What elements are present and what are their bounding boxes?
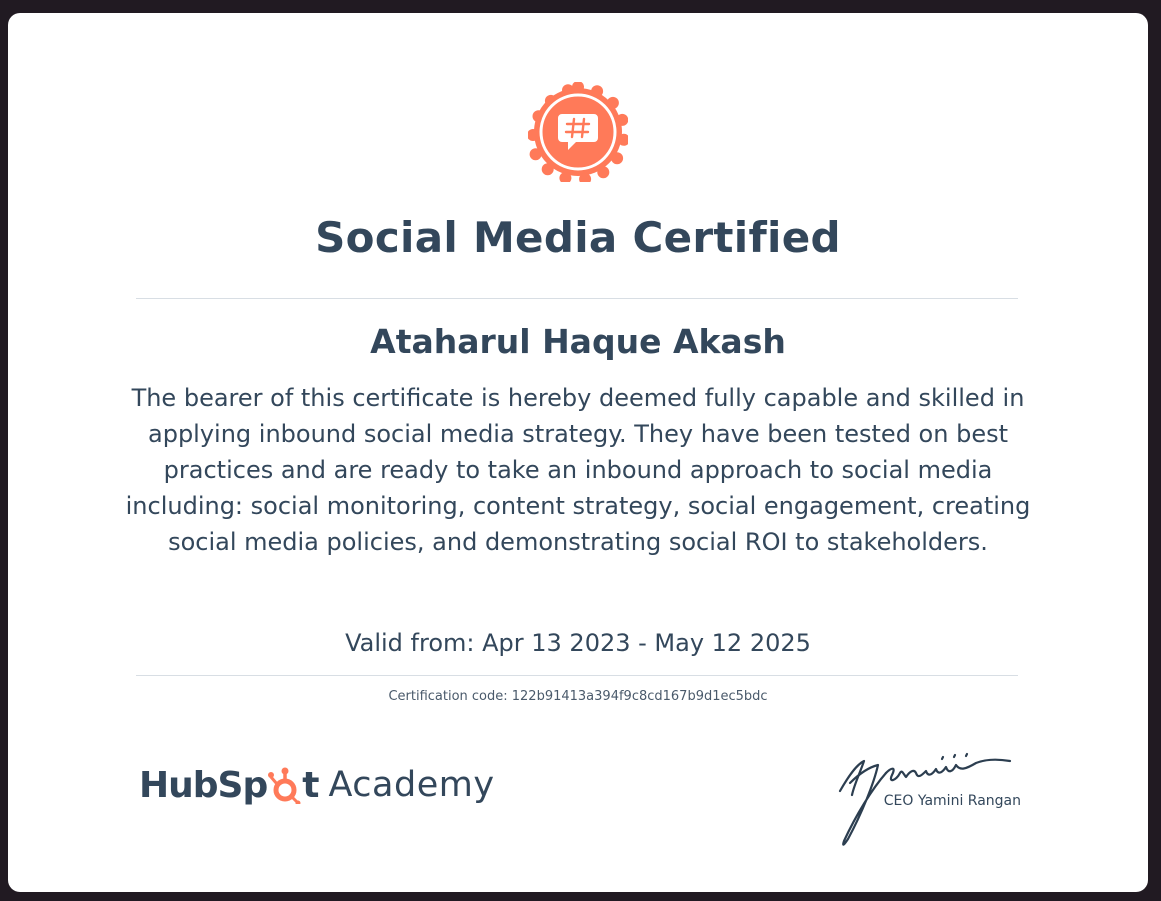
badge-icon	[528, 82, 628, 182]
description-line: social media policies, and demonstrating social ROI to stakeholders.	[168, 528, 988, 556]
certification-code: Certification code: 122b91413a394f9c8cd167b9d1ec5bdc	[388, 689, 768, 704]
logo-text-hubsp: HubSp	[139, 764, 268, 806]
recipient-name: Ataharul Haque Akash	[370, 322, 786, 361]
sprocket-icon	[268, 766, 302, 804]
logo-text-t: t	[302, 764, 319, 806]
validity-period: Valid from: Apr 13 2023 - May 12 2025	[345, 629, 811, 657]
hubspot-academy-logo	[139, 759, 495, 811]
signature-caption: CEO Yamini Rangan	[883, 793, 1021, 809]
certificate-card	[8, 13, 1148, 892]
description-line: The bearer of this certificate is hereby deemed fully capable and skilled in	[131, 384, 1025, 412]
certificate-title: Social Media Certified	[315, 213, 841, 262]
description-line: including: social monitoring, content strategy, social engagement, creating	[125, 492, 1031, 520]
description-line: practices and are ready to take an inbound approach to social media	[163, 456, 993, 484]
certificate-description	[118, 380, 1038, 560]
divider-top	[136, 298, 1018, 299]
logo-text-academy: Academy	[328, 765, 495, 805]
description-line: applying inbound social media strategy. They have been tested on best	[148, 420, 1008, 448]
divider-bottom	[136, 675, 1018, 676]
